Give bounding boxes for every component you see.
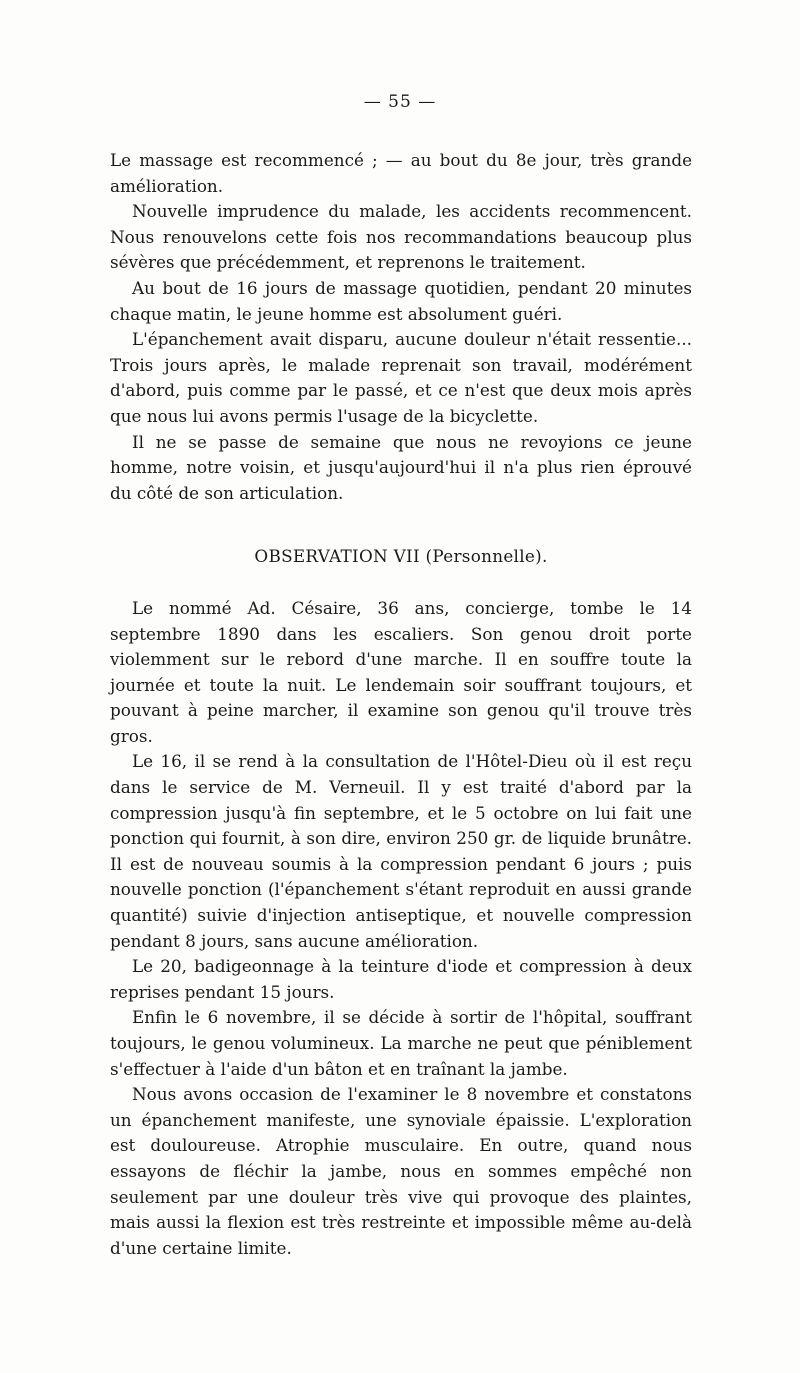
paragraph-massage-recommence: Le massage est recommencé ; — au bout du 8e jour, très grande amélioration. [110, 150, 692, 196]
paragraph-sortie-hopital: Enfin le 6 novembre, il se décide à sortir de l'hôpital, souffrant toujours, le genou volumineux. La marche ne peut que péniblement s'effectuer à l'aide d'un bâton et en traînant la jambe. [110, 1007, 692, 1079]
paragraph-epanchement-disparu: L'épanchement avait disparu, aucune douleur n'était ressentie... Trois jours après, le malade reprenait son travail, modérément d'abord, puis comme par le passé, et ce n'est que deux mois après que nous lui avons permis l'usage de la bicyclette. [110, 329, 692, 426]
paragraph-chute: Le nommé Ad. Césaire, 36 ans, concierge, tombe le 14 septembre 1890 dans les escaliers. Son genou droit porte violemment sur le rebord d'une marche. Il en souffre toute la journée et toute la nuit. Le lendemain soir souffrant toujours, et pouvant à peine marcher, il examine son genou qu'il trouve très gros. [110, 597, 692, 746]
paragraph-hotel-dieu: Le 16, il se rend à la consultation de l'Hôtel-Dieu où il est reçu dans le service de M. Verneuil. Il y est traité d'abord par la compression jusqu'à fin septembre, et le 5 octobre on lui fait une ponction qui fournit, à son dire, environ 250 gr. de liquide brunâtre. Il est de nouveau soumis à la compression pendant 6 jours ; puis nouvelle ponction (l'épanchement s'étant reproduit en aussi grande quantité) suivie d'injection antiseptique, et nouvelle compression pendant 8 jours, sans aucune amélioration. [110, 751, 692, 951]
paragraph-examen: Nous avons occasion de l'examiner le 8 novembre et constatons un épanchement manifeste, une synoviale épaissie. L'exploration est douloureuse. Atrophie musculaire. En outre, quand nous essayons de fléchir la jambe, nous en sommes empêché non seulement par une douleur très vive qui provoque des plaintes, mais aussi la flexion est très restreinte et impossible même au-delà d'une certaine limite. [110, 1084, 692, 1258]
page-text [110, 148, 692, 1261]
paragraph-voisin: Il ne se passe de semaine que nous ne revoyions ce jeune homme, notre voisin, et jusqu'aujourd'hui il n'a plus rien éprouvé du côté de son articulation. [110, 431, 692, 503]
paragraph-guerison: Au bout de 16 jours de massage quotidien, pendant 20 minutes chaque matin, le jeune homme est absolument guéri. [110, 277, 692, 324]
paragraph-badigeonnage: Le 20, badigeonnage à la teinture d'iode et compression à deux reprises pendant 15 jours. [110, 956, 692, 1002]
paragraph-nouvelle-imprudence: Nouvelle imprudence du malade, les accidents recommencent. Nous renouvelons cette fois nos recommandations beaucoup plus sévères que précédemment, et reprenons le traitement. [110, 201, 692, 273]
observation-title: OBSERVATION VII (Personnelle). [254, 546, 548, 567]
page-number: — 55 — [363, 92, 437, 112]
